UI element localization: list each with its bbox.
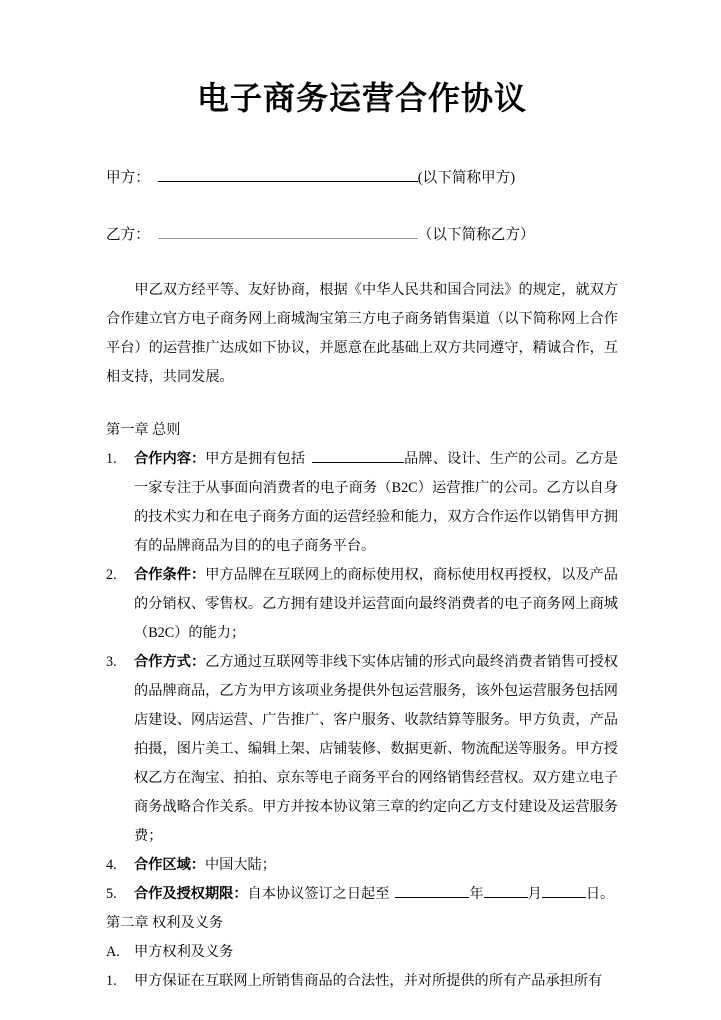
- section-letter: A.: [106, 944, 120, 960]
- item-text: 乙方通过互联网等非线下实体店铺的形式向最终消费者销售可授权的品牌商品，乙方为甲方该项业务提供外包运营服务，该外包运营服务包括网店建设、网店运营、广告推广、客户服务、收款结算等服务。甲方负责，产品拍摄，图片美工、编辑上架、店铺装修、数据更新、物流配送等服务。甲方授权乙方在淘宝、拍拍、京东等电子商务平台的网络销售经营权。双方建立电子商务战略合作关系。甲方并按本协议第三章的约定向乙方支付建设及运营服务费；: [134, 654, 618, 844]
- item-label: 合作方式：: [134, 654, 206, 670]
- day-label: 日。: [585, 886, 615, 902]
- party-b-blank-line: [158, 223, 418, 239]
- item-label: 合作及授权期限：: [134, 886, 248, 902]
- brand-blank-line: [312, 447, 404, 463]
- chapter2-section-a: [106, 938, 618, 967]
- month-blank-line: [484, 882, 528, 898]
- chapter1-item-2: [106, 561, 618, 648]
- chapter1-item-4: [106, 851, 618, 880]
- document-title: 电子商务运营合作协议: [196, 80, 527, 116]
- item-label: 合作内容：: [134, 451, 206, 467]
- party-b-label: 乙方：: [106, 227, 150, 243]
- chapter1-heading: 第一章 总则: [106, 422, 181, 438]
- chapter2-heading: 第二章 权利及义务: [106, 915, 224, 931]
- item-text: 中国大陆；: [204, 857, 276, 873]
- item-text: 甲方是拥有包括: [205, 451, 306, 467]
- chapter2-item-1: [106, 967, 618, 996]
- item-number: 3.: [106, 654, 117, 670]
- party-a-suffix: (以下简称甲方): [417, 170, 516, 186]
- party-a-blank-line: [158, 166, 418, 182]
- item-label: 合作区域：: [134, 857, 205, 873]
- item-number: 4.: [106, 857, 117, 873]
- year-blank-line: [395, 882, 469, 898]
- year-label: 年: [469, 886, 484, 902]
- item-number: 1.: [106, 973, 117, 989]
- day-blank-line: [542, 882, 586, 898]
- item-text: 自本协议签订之日起至: [247, 886, 390, 902]
- chapter1-item-3: [106, 648, 618, 851]
- item-text: 品牌、设计、生产的公司。乙方是一家专注于从事面向消费者的电子商务（B2C）运营推广的公司。乙方以自身的技术实力和在电子商务方面的运营经验和能力，双方合作运作以销售甲方拥有的品牌商品为目的的电子商务平台。: [134, 451, 618, 554]
- item-number: 2.: [106, 567, 117, 583]
- month-label: 月: [527, 886, 542, 902]
- party-a-line: [106, 166, 618, 190]
- item-text: 甲方保证在互联网上所销售商品的合法性，并对所提供的所有产品承担所有: [134, 973, 603, 989]
- item-number: 1.: [106, 451, 117, 467]
- item-label: 合作条件：: [134, 567, 206, 583]
- chapter1-item-5: [106, 880, 618, 909]
- item-number: 5.: [106, 886, 117, 902]
- item-text: 甲方品牌在互联网上的商标使用权，商标使用权再授权，以及产品的分销权、零售权。乙方拥有建设并运营面向最终消费者的电子商务网上商城（B2C）的能力；: [134, 567, 618, 641]
- section-text: 甲方权利及义务: [134, 944, 234, 960]
- chapter1-item-1: [106, 445, 618, 561]
- party-b-suffix: （以下简称乙方）: [417, 227, 535, 243]
- intro-paragraph: 甲乙双方经平等、友好协商，根据《中华人民共和国合同法》的规定，就双方合作建立官方电子商务网上商城淘宝第三方电子商务销售渠道（以下简称网上合作平台）的运营推广达成如下协议，并愿意在此基础上双方共同遵守，精诚合作，互相支持，共同发展。: [106, 282, 618, 385]
- party-a-label: 甲方：: [106, 170, 150, 186]
- party-b-line: [106, 223, 618, 247]
